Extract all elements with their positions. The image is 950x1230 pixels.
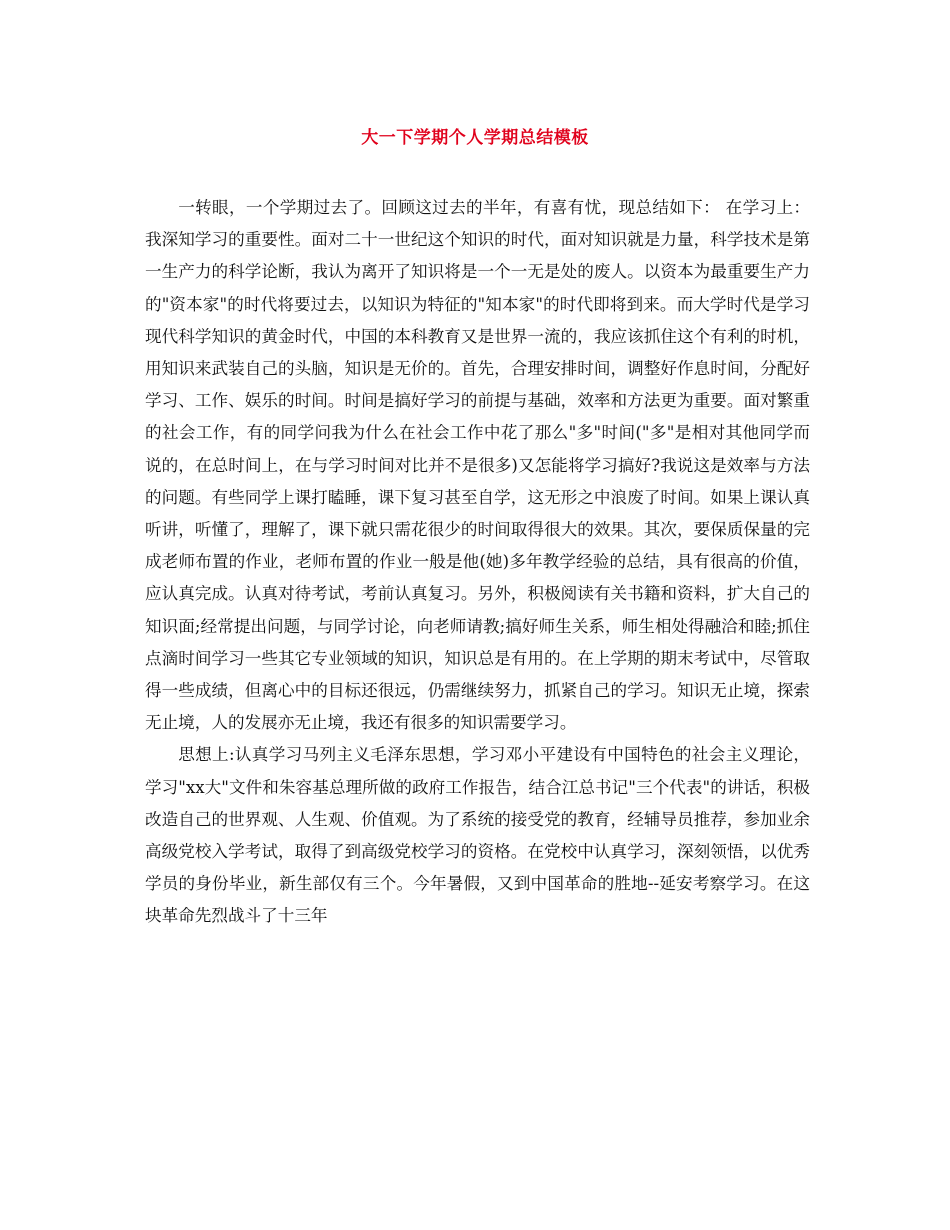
paragraph-thought: 思想上:认真学习马列主义毛泽东思想，学习邓小平建设有中国特色的社会主义理论，学习"xx大"文件和朱容基总理所做的政府工作报告，结合江总书记"三个代表"的讲话，积极改造自己的世界观、人生观、价值观。为了系统的接受党的教育，经辅导员推荐，参加业余高级党校入学考试，取得了到高级党校学习的资格。在党校中认真学习，深刻领悟，以优秀学员的身份毕业，新生部仅有三个。今年暑假，又到中国革命的胜地--延安考察学习。在这块革命先烈战斗了十三年 xyxy=(145,745,810,926)
document-body xyxy=(145,192,810,933)
paragraph-study: 一转眼，一个学期过去了。回顾这过去的半年，有喜有忧，现总结如下： 在学习上：我深知学习的重要性。面对二十一世纪这个知识的时代，面对知识就是力量，科学技术是第一生产力的科学论断，我认为离开了知识将是一个一无是处的废人。以资本为最重要生产力的"资本家"的时代将要过去，以知识为特征的"知本家"的时代即将到来。而大学时代是学习现代科学知识的黄金时代，中国的本科教育又是世界一流的，我应该抓住这个有利的时机，用知识来武装自己的头脑，知识是无价的。首先，合理安排时间，调整好作息时间，分配好学习、工作、娱乐的时间。时间是搞好学习的前提与基础，效率和方法更为重要。面对繁重的社会工作，有的同学问我为什么在社会工作中花了那么"多"时间("多"是相对其他同学而说的，在总时间上，在与学习时间对比并不是很多)又怎能将学习搞好?我说这是效率与方法的问题。有些同学上课打瞌睡，课下复习甚至自学，这无形之中浪废了时间。如果上课认真听讲，听懂了，理解了，课下就只需花很少的时间取得很大的效果。其次，要保质保量的完成老师布置的作业，老师布置的作业一般是他(她)多年教学经验的总结，具有很高的价值，应认真完成。认真对待考试，考前认真复习。另外，积极阅读有关书籍和资料，扩大自己的知识面;经常提出问题，与同学讨论，向老师请教;搞好师生关系，师生相处得融洽和睦;抓住点滴时间学习一些其它专业领域的知识，知识总是有用的。在上学期的期末考试中，尽管取得一些成绩，但离心中的目标还很远，仍需继续努力，抓紧自己的学习。知识无止境，探索无止境，人的发展亦无止境，我还有很多的知识需要学习。 xyxy=(145,198,810,733)
document-title: 大一下学期个人学期总结模板 xyxy=(361,128,589,148)
